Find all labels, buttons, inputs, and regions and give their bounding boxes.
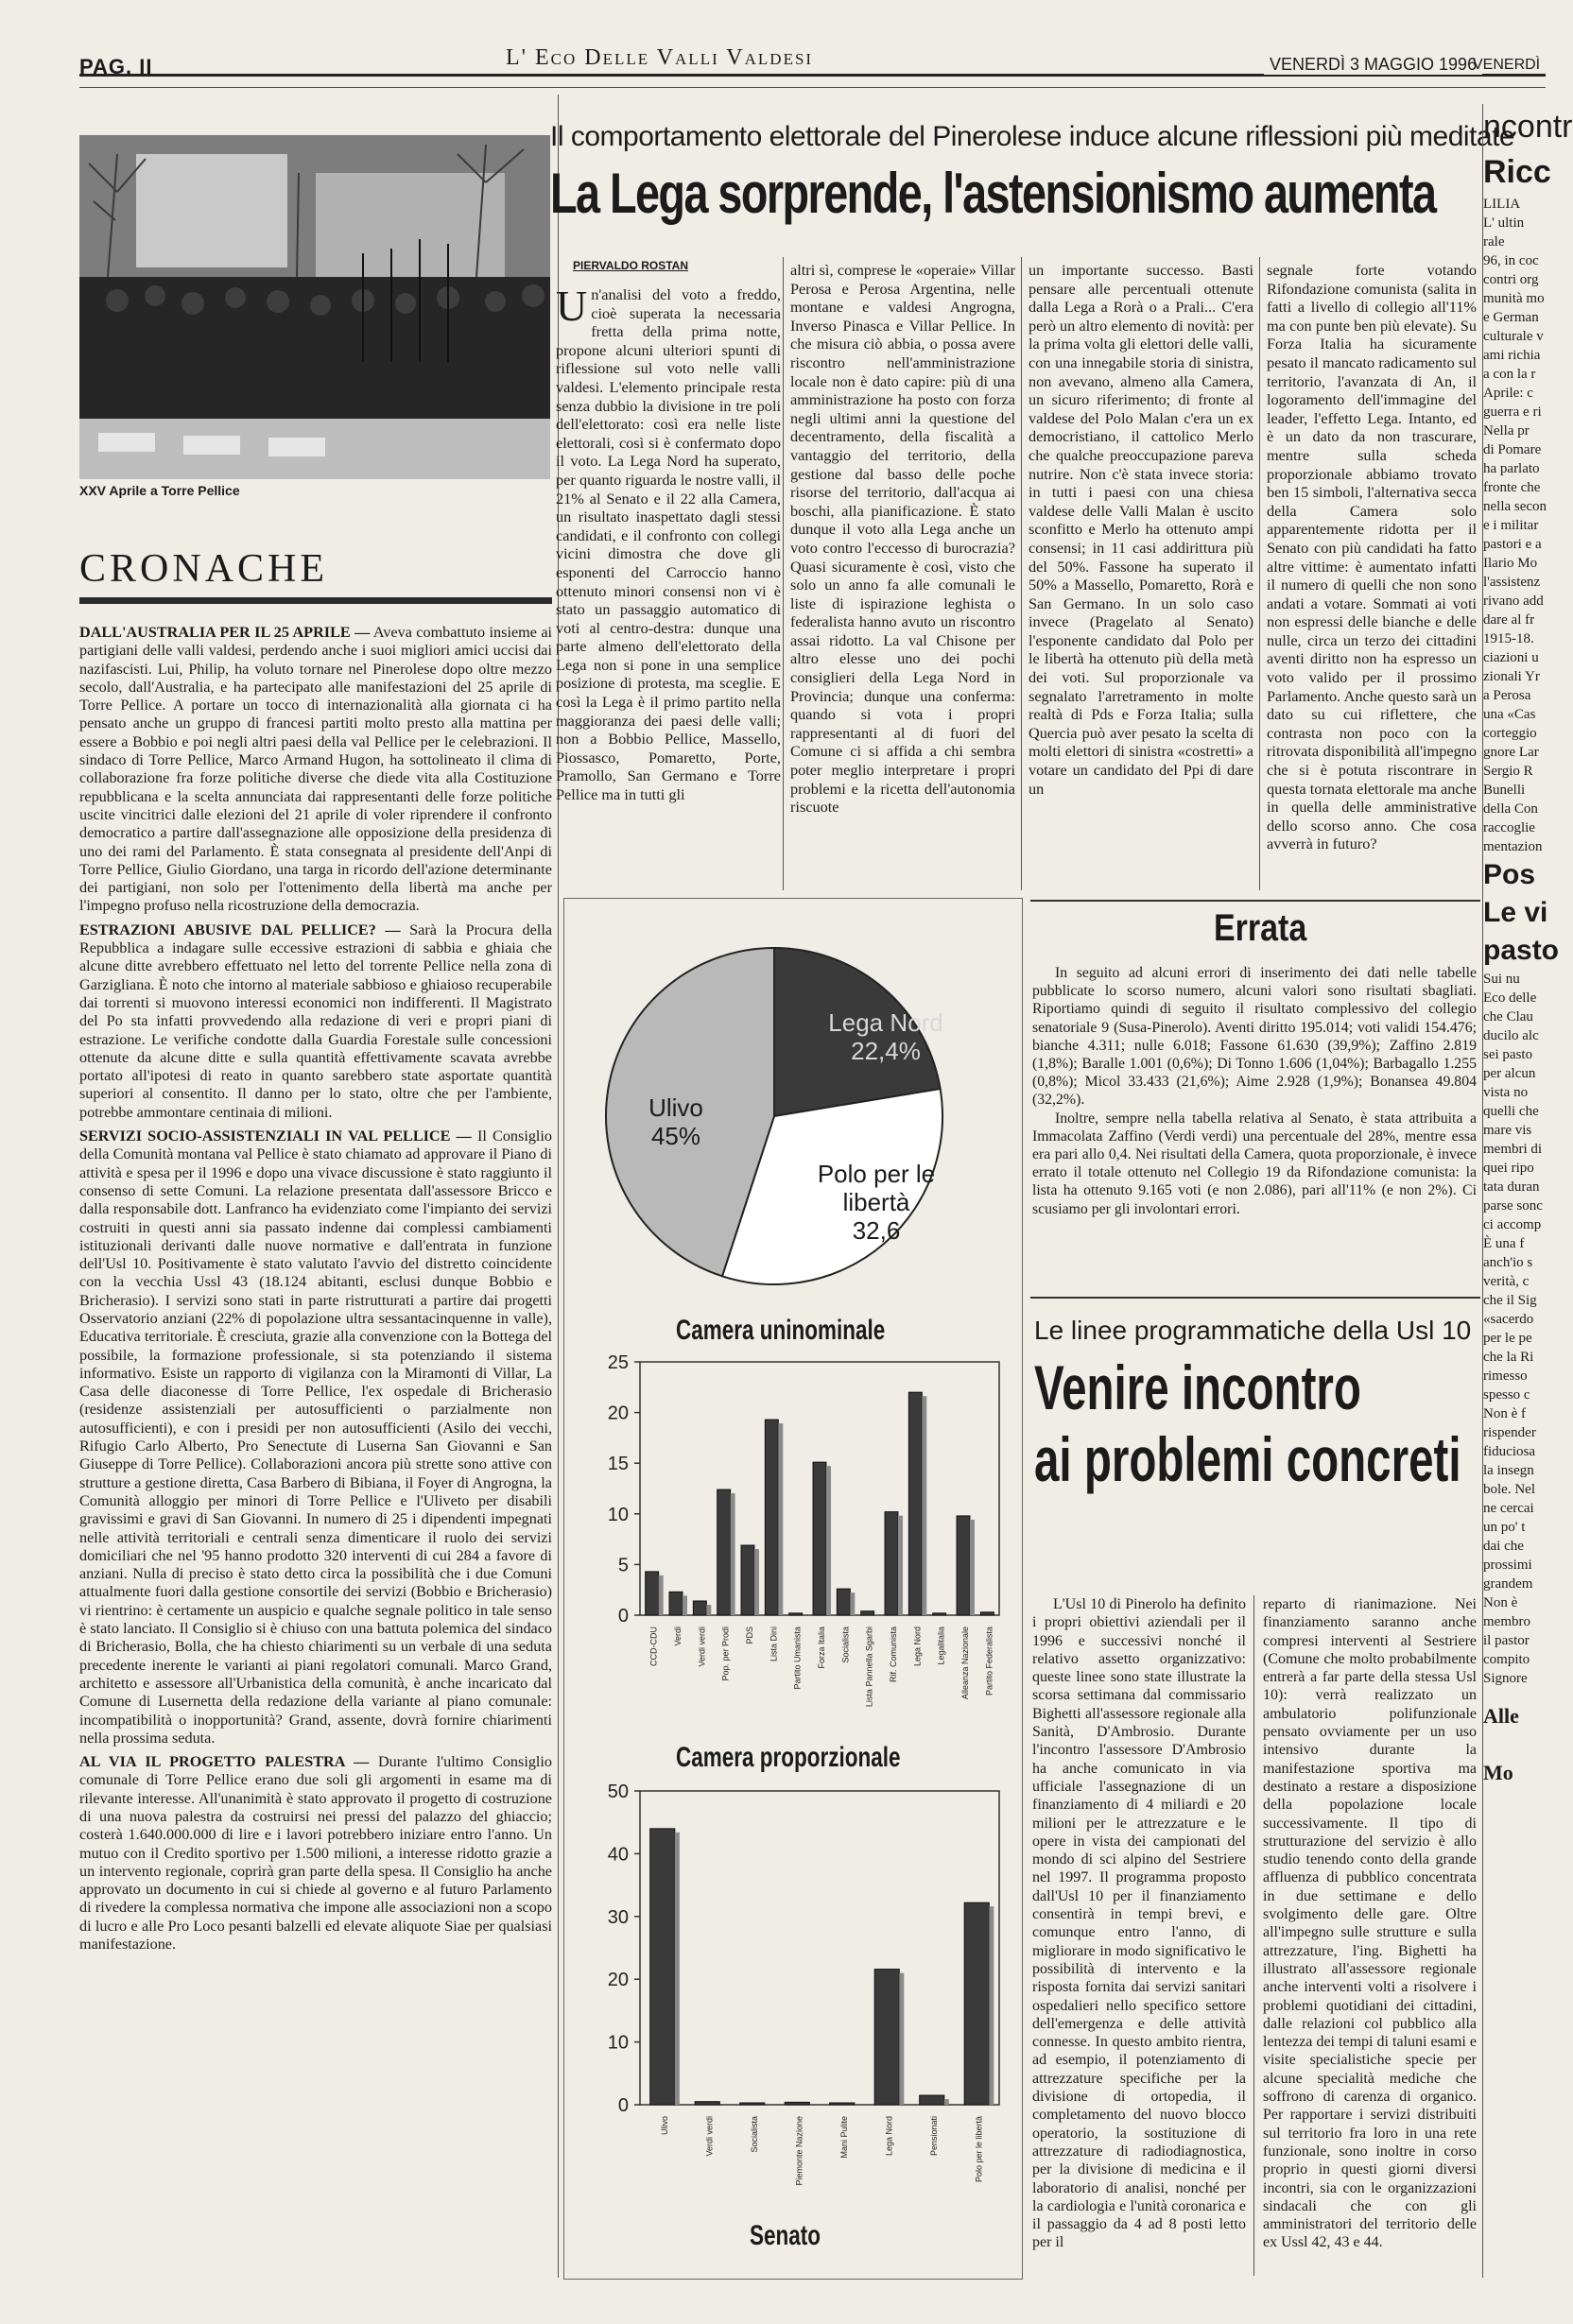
chart-title-senato: Senato [750, 2220, 821, 2251]
bar [920, 2095, 944, 2105]
edge-line: È una f [1483, 1236, 1525, 1251]
x-category-label: Lista Dini [769, 1627, 779, 1662]
edge-line: parse sonc [1483, 1198, 1543, 1214]
edge-line: quelli che [1483, 1104, 1539, 1119]
usl-headline-line1: Venire incontro [1034, 1352, 1361, 1422]
edge-line: zionali Yr [1483, 669, 1540, 684]
edge-line: quei ripo [1483, 1161, 1534, 1176]
bar-shadow [826, 1466, 831, 1615]
y-tick-label: 20 [607, 1970, 629, 1991]
x-category-label: Pop. per Prodi [720, 1627, 731, 1681]
edge-line: Le vi [1483, 897, 1548, 928]
article-dropcap: U [556, 282, 588, 330]
bar-shadow [731, 1493, 735, 1615]
edge-line: Eco delle [1483, 990, 1537, 1006]
x-category-label: Pensionati [928, 2116, 939, 2157]
edge-line: dai che [1483, 1539, 1524, 1554]
errata-paragraph: In seguito ad alcuni errori di inserimento dei dati nelle tabelle pubblicate lo scorso numero, alcuni valori sono risultati sbagliati. Riportiamo quindi di seguito il risultato complessivo del collegio senatoriale 9 (Susa-Pinerolo). Aventi diritto 195.014; voti validi 154.476; bianche 4.311; nulle 6.018; Fassone 61.630 (39,9%); Zaffino 2.819 (1,8%); Baralle 1.001 (0,6%); Di Tonno 1.606 (1,04%); Barbagallo 1.255 (0,8%); Micol 33.433 (21,6%); Aime 2.928 (1,9%); Bonansea 49.804 (32,2%). [1032, 965, 1477, 1109]
edge-line: Mo [1483, 1761, 1513, 1784]
cronache-column [79, 624, 552, 1954]
edge-line: corteggio [1483, 726, 1537, 741]
x-category-label: Piemonte Nazione [794, 2116, 804, 2186]
column-divider [1259, 257, 1260, 890]
edge-line: per alcun [1483, 1066, 1536, 1081]
pie-slice-value: 32,6 [852, 1216, 901, 1245]
edge-line: Pos [1483, 859, 1536, 890]
edge-line: ciazioni u [1483, 650, 1539, 665]
cronache-item-text: Sarà la Procura della Repubblica a indagare sulle eccessive estrazioni di sabbia e ghiaia che alcune ditte avrebbero effettuato nel letto del torrente Pellice nella zona di Garzigliana. È noto che intorno al materiale sabbioso e ghiaioso recuperabile dai torrenti si muovono interessi economici non indifferenti. Il Magistrato del Po sta infatti provvedendo alla redazione di veri e propri piani di estrazione. Le verifiche condotte dalla Guardia Forestale sulle concessioni ottenute da alcune ditte e sulla quantità effettivamente scavata avrebbe portato all'ipotesi di reato in quanto sarebbero state asportate quantità superiori al consentito. Il danno per lo stato, oltre che per l'ambiente, potrebbe ammontare centinaia di milioni. [79, 921, 553, 1121]
article-text: n'analisi del voto a freddo, cioè superata la necessaria fretta della prima notte, propone alcuni ulteriori spunti di riflessione sul voto nelle valli valdesi. L'elemento principale resta senza dubbio la divisione in tre poli dell'elettorato: così era nelle liste elettorali, così si è confermato dopo il voto. La Lega Nord ha superato, per quanto riguarda le nostre valli, il 21% al Senato e il 22 alla Camera, un risultato inaspettato dagli stessi candidati, e il confronto con collegi vicini dimostra che dove gli esponenti del Carroccio hanno ottenuto minori consensi non vi è stato un passaggio automatico di voti al centro-destra: dunque una parte almeno dell'elettorato della Lega non si pone in una semplice posizione di protesta, ma sceglie. E così la Lega è il primo partito nella maggioranza dei paesi delle valli; non a Bobbio Pellice, Massello, Piossasco, Pomaretto, Porte, Pramollo, San Germano e Torre Pellice ma in tutti gli [556, 285, 781, 804]
edge-line: contri org [1483, 272, 1539, 287]
pie-slice-label: libertà [842, 1188, 910, 1216]
edge-line: il pastor [1483, 1633, 1530, 1648]
edge-line: LILIA [1483, 197, 1521, 212]
edge-line: mentazion [1483, 839, 1543, 854]
photo-crowd-illustration [79, 135, 550, 479]
edge-date: VENERDÌ [1473, 57, 1541, 73]
cronache-item-text: Il Consiglio della Comunità montana val Pellice è stato chiamato ad approvare il Piano di attività e spesa per il 1996 e dopo una vivace discussione è stato raggiunto il consenso di sette Comuni. La relazione presentata dall'assessore Bricco e dalla responsabile dott. Lanfranco ha evidenziato come l'impianto dei servizi costruiti in questi anni sia passato indenne dai complessi cambiamenti istituzionali derivanti dalle nuove normative e dall'entrata in funzione dell'Usl 10. Positivamente è stato valutato l'avvio del distretto coincidente con la vecchia Ussl 43 (18.124 abitanti, esclusi dunque Bobbio e Bricherasio). I servizi sono stati in parte ristrutturati a partire dai progetti Osservatorio anziani (22% di popolazione ultra sessantacinquenne in valle), Educativa territoriale. È cresciuta, grazie alla convenzione con la Bottega del possibile, la formazione professionale, si sta potenziando il sistema informativo. Esiste un rapporto di vigilanza con la Miramonti di Villar, La Casa delle diaconesse di Torre Pellice, l'ex ospedale di Bricherasio (residenze assistenziali per autosufficienti o parzialmente non autosufficienti), e con i presidi per non autosufficienti (Asilo dei vecchi, Rifugio Carlo Alberto, Pro Senectute di Luserna San Giovanni e San Giuseppe di Torre Pellice). Collaborazioni ancora più strette sono attive con strutture a gestione diretta, Casa Barbero di Bibiana, il Foyer di Angrogna, la Comunità alloggio per minori di Torre Pellice e l'Uliveto per disabili gravissimi e gravi di San Giovanni. In numero di 25 i dipendenti impegnati nelle attività territoriali e centrali senza dimenticare il ruolo dei servizi domiciliari che nel '95 hanno prodotto 320 interventi di cui 284 a favore di anziani. Nulla di preciso è stato detto circa la possibilità che i due Comuni attualmente fuori dalla gestione consortile dei servizi (Bobbio e Bricherasio) vi rientrino: è certamente un auspicio e qualche segnale politico in tale senso è stato lanciato. Il Consiglio si è chiuso con una battuta polemica del sindaco di Bricherasio, Bolla, che ha chiesto chiarimenti su un verbale di una seduta precedente inerente le varianti ai piani regolatori comunali. Marco Grand, architetto e assessore all'Urbanistica della comunità, è anche incaricato dal Comune di Lusernetta della redazione della variante al piano comunale: incompatibilità o inopportunità? Grand, assente, dovrà fornire chiarimenti nella prossima seduta. [79, 1128, 552, 1747]
bar-shadow [922, 1396, 926, 1615]
bar [765, 1420, 778, 1615]
edge-line: culturale v [1483, 329, 1544, 344]
edge-line: 96, in coc [1483, 253, 1539, 268]
edge-line: la insegn [1483, 1463, 1534, 1478]
column-divider [1253, 1595, 1254, 2276]
y-tick-label: 50 [607, 1782, 629, 1802]
edge-line: compito [1483, 1652, 1530, 1667]
chart-title-camera-uninominale: Camera uninominale [676, 1315, 886, 1346]
photo-xxv-aprile [79, 135, 550, 479]
y-tick-label: 10 [607, 1504, 629, 1525]
edge-line: Ricc [1483, 154, 1551, 190]
cronache-item [79, 624, 552, 916]
edge-line: ducilo alc [1483, 1028, 1539, 1043]
x-category-label: Lista Pannella Sgarbi [864, 1627, 874, 1708]
edge-line: sei pasto [1483, 1047, 1533, 1062]
pie-chart [564, 899, 1022, 1305]
bar [964, 1902, 989, 2105]
errata-rule-bottom [1030, 1297, 1480, 1299]
bar-shadow [970, 1520, 975, 1615]
edge-line: verità, c [1483, 1274, 1530, 1289]
edge-line: gnore Lar [1483, 745, 1539, 760]
bar [874, 1970, 899, 2105]
cronache-item-lead: AL VIA IL PROGETTO PALESTRA — [79, 1753, 370, 1771]
edge-line: bole. Nel [1483, 1482, 1535, 1497]
edge-line: a con la r [1483, 367, 1536, 382]
edge-line: membri di [1483, 1142, 1543, 1157]
pie-slice-label: Lega Nord [828, 1008, 943, 1037]
y-tick-label: 0 [617, 2095, 629, 2116]
edge-line: membro [1483, 1614, 1530, 1629]
bar [861, 1611, 874, 1615]
bar [980, 1612, 994, 1615]
bar [885, 1512, 898, 1615]
x-category-label: PDS [745, 1627, 754, 1644]
edge-line: Bunelli [1483, 783, 1526, 798]
bar [957, 1516, 970, 1615]
x-category-label: Verdi verdi [704, 2116, 715, 2157]
x-category-label: Socialista [749, 2116, 759, 2153]
x-category-label: Polo per le libertà [974, 2116, 984, 2183]
x-category-label: Alleanza Nazionale [960, 1627, 970, 1700]
edge-line: a Perosa [1483, 688, 1531, 703]
column-divider [1021, 257, 1022, 890]
bar [646, 1572, 659, 1615]
edge-line: mare vis [1483, 1123, 1532, 1138]
bar [741, 1545, 754, 1615]
article-text: un importante successo. Basti pensare alle percentuali ottenute dalla Lega a Rorà o a Prali... C'era però un altro elemento di novità: per la prima volta gli elettori delle valli, con una innegabile storia di sinistra, non avevano, almeno alla Camera, un sicuro riferimento; di fronte al valdese del Polo Malan c'era un ex democristiano, il cattolico Merlo che qualche preoccupazione pareva nutrire. Non c'è stata invece storia: in tutti i paesi con una chiesa valdese delle Valli Malan è uscito sconfitto e Merlo ha ottenuto ampi consensi; in 11 casi addirittura più del 50%. Fassone ha superato il 50% a Massello, Pomaretto, Rorà e San Germano. In un solo caso invece (Pragelato al Senato) l'esponente candidato dal Polo per le libertà ha ottenuto più della metà dei voti. Sul proporzionale va segnalato l'arretramento in molte realtà di Pds e Forza Italia; sulla Quercia può aver pesato la scelta di molti elettori di sinistra «costretti» a votare un candidato del Ppi di dare un [1028, 261, 1253, 798]
edge-line: «sacerdo [1483, 1312, 1534, 1327]
edge-line: ne cercai [1483, 1501, 1534, 1516]
edge-line: Alle [1483, 1704, 1519, 1728]
cronache-item-lead: SERVIZI SOCIO-ASSISTENZIALI IN VAL PELLICE — [79, 1128, 472, 1145]
article-column-4 [1267, 261, 1477, 890]
bar [908, 1392, 922, 1615]
usl-column-1 [1032, 1595, 1246, 2276]
edge-line: Sui nu [1483, 972, 1520, 987]
bar [695, 2102, 719, 2105]
x-category-label: Verdi verdi [697, 1627, 707, 1667]
x-category-label: Lega Nord [912, 1627, 923, 1667]
article-headline: La Lega sorprende, l'astensionismo aumenta [550, 162, 1436, 225]
edge-line: rimesso [1483, 1369, 1528, 1384]
edge-line: guerra e ri [1483, 405, 1542, 420]
edge-line: un po' t [1483, 1520, 1526, 1535]
x-category-label: Ulivo [659, 2116, 669, 2136]
errata-paragraph: Inoltre, sempre nella tabella relativa al Senato, è stata attribuita a Immacolata Zaffino (Verdi verdi) una percentuale del 28%, mentre essa era pari allo 0,4. Nei risultati della Camera, quota proporzionale, è invece errato il totale ottenuto nel Collegio 19 da Rifondazione comunista: la lista ha ottenuto 9.165 voti (e non 2.086), pari all'11% (e non 2%). Ci scusiamo per gli involontari errori. [1032, 1110, 1477, 1217]
edge-line: ami richia [1483, 348, 1541, 363]
pie-slice-value: 45% [650, 1122, 701, 1150]
bar [669, 1592, 683, 1615]
bar [650, 1829, 675, 2105]
article-text: segnale forte votando Rifondazione comunista (salita in fatti a livello di collegio all'11% ma con punte ben più elevate). Su Forza Italia ha sicuramente pesato il mancato radicamento sul territorio, l'avanzata di An, il logoramento dell'immagine del leader, l'effetto Lega. Intanto, ed è un dato da non trascurare, mentre sulla scheda proporzionale abbiamo trovato ben 15 simboli, l'alternativa secca della Camera solo apparentemente ridotta per il Senato con più candidati ha fatto altre vittime: è aumentato infatti il numero di quelli che non sono andati a votare. Sommati ai voti non espressi delle bianche e delle nulle, circa un terzo dei cittadini aventi diritto non ha espresso un voto valido per il prossimo Parlamento. Anche questo sarà un dato su cui riflettere, che contrasta non poco con la ritrovata disponibilità all'impegno che si è potuta riscontrare in questa tornata elettorale ma anche in quella delle amministrative dello scorso anno. Che cosa avverrà in futuro? [1267, 261, 1477, 853]
x-category-label: Partito Umanista [792, 1627, 803, 1690]
bar-shadow [778, 1423, 783, 1615]
edge-line: Signore [1483, 1671, 1528, 1686]
bar-shadow [706, 1605, 711, 1615]
bar-shadow [683, 1595, 687, 1615]
cronache-item-text: Aveva combattuto insieme ai partigiani delle valli valdesi, perdendo anche i suoi migliori amici uccisi dai nazifascisti. Lui, Philip, ha voluto tornare nel Pinerolese dopo oltre mezzo secolo, dall'Australia, e ha partecipato alle manifestazioni del 25 aprile di Torre Pellice. A portare un tocco di internazionalità alla giornata ci ha pensato anche un gruppo di francesi partiti molto presto alla mattina per essere a Bobbio e poi negli altri paesi della val Pellice per le celebrazioni. Il sindaco di Torre Pellice, Marco Armand Hugon, ha sottolineato il clima di collaborazione fra forze politiche diverse che diede vita alla Costituzione repubblicana e la scelta annunciata dai rappresentanti delle forze politiche uscite vincitrici dalle elezioni del 21 aprile di voler riprendere il confronto democratico a partire dall'assegnazione alle opposizione della presidenza di uno dei rami del Parlamento. È stata consegnata al presidente dell'Anpi di Torre Pellice, Giulio Giordano, una targa in ricordo dell'azione determinante dei partigiani, non solo per l'ottenimento della libertà ma anche per l'impegno profuso nella ricostruzione della democrazia. [79, 624, 553, 915]
pie-slice-label: Polo per le [817, 1160, 936, 1188]
cronache-item-lead: DALL'AUSTRALIA PER IL 25 APRILE — [79, 624, 371, 641]
edge-line: rispender [1483, 1425, 1536, 1440]
edge-line: pasto [1483, 935, 1560, 966]
edge-line: di Pomare [1483, 442, 1542, 457]
charts-box [563, 898, 1023, 2280]
y-tick-label: 15 [607, 1454, 629, 1475]
article-byline: PIERVALDO ROSTAN [573, 259, 689, 272]
plot-frame [640, 1791, 999, 2105]
header-rule-thin [79, 87, 1546, 88]
bar-chart-camera-uninominale [564, 1352, 1022, 1730]
bar-shadow [675, 1833, 680, 2105]
edge-line: prossimi [1483, 1558, 1532, 1573]
bar [789, 1613, 803, 1615]
edge-line: ha parlato [1483, 461, 1540, 476]
edge-line: ci accomp [1483, 1217, 1542, 1232]
edge-line: e i militar [1483, 518, 1539, 533]
cronache-item-lead: ESTRAZIONI ABUSIVE DAL PELLICE? — [79, 921, 401, 938]
bar [693, 1601, 706, 1615]
bar-shadow [944, 2099, 949, 2105]
y-tick-label: 0 [617, 1606, 629, 1627]
x-category-label: CCD-CDU [648, 1627, 659, 1666]
bar-shadow [850, 1592, 855, 1615]
masthead: L' Eco Delle Valli Valdesi [496, 45, 822, 71]
edge-line: Non è [1483, 1595, 1518, 1610]
usl-column-2 [1263, 1595, 1477, 2276]
x-category-label: Mani Pulite [838, 2116, 849, 2159]
photo-caption: XXV Aprile a Torre Pellice [79, 483, 240, 498]
edge-line: della Con [1483, 801, 1538, 817]
edge-column [1482, 104, 1573, 2278]
errata-rule [1030, 900, 1480, 902]
bar-shadow [989, 1906, 994, 2105]
edge-line: munità mo [1483, 291, 1545, 306]
usl-text: reparto di rianimazione. Nei finanziamento saranno anche compresi interventi al Sestriere (Comune che molto probabilmente entrerà a far parte della stessa Usl 10): verrà realizzato un ambulatorio polifunzionale pensato ovviamente per un uso intensivo durante la manifestazione sportiva ma destinato a restare a disposizione della popolazione locale successivamente. Il tipo di strutturazione del servizio è allo studio tenendo conto della grande affluenza di pubblico concentrata in due settimane e dello svolgimento delle gare. Oltre all'impegno sulle strutture e sulla attrezzature, l'ing. Bighetti ha illustrato all'assessore regionale anche interventi volti a risolvere i problemi quotidiani dei cittadini, dalle relazioni col pubblico alla lentezza dei tempi di taluni esami e visite specialistiche specie per alcune specialità mediche che soffrono di carenza di organico. Per rapportare i servizi distribuiti sul territorio fra loro in una rete funzionale, sono inoltre in corso proprio in questi giorni diversi incontri, sia con le organizzazioni sindacali che con gli amministratori del territorio delle ex Ussl 42, 43 e 44. [1263, 1596, 1477, 2251]
edge-line: Sergio R [1483, 764, 1533, 779]
edge-line: l'assistenz [1483, 575, 1541, 590]
bar-shadow [754, 1549, 759, 1615]
errata-body [1032, 964, 1477, 1218]
y-tick-label: 25 [607, 1352, 629, 1373]
column-divider [783, 257, 784, 890]
x-category-label: Verdi [673, 1627, 683, 1646]
edge-line: per le pe [1483, 1331, 1532, 1346]
chart-title-camera-proporzionale: Camera proporzionale [676, 1742, 901, 1773]
cronache-item [79, 1753, 552, 1954]
edge-line: che il Sig [1483, 1293, 1537, 1308]
y-tick-label: 10 [607, 2032, 629, 2054]
article-column-2 [790, 261, 1015, 890]
x-category-label: Lega Nord [884, 2116, 894, 2157]
article-kicker: Il comportamento elettorale del Pinerolese induce alcune riflessioni più meditate [550, 121, 1515, 152]
y-tick-label: 5 [617, 1555, 629, 1576]
edge-line: dare al fr [1483, 612, 1535, 628]
x-category-label: Forza Italia [817, 1627, 826, 1669]
usl-text: L'Usl 10 di Pinerolo ha definito i propri obiettivi aziendali per il 1996 e successivi nonché il relativo assetto organizzativo: queste linee sono state illustrate la scorsa settimana dal commissario Bighetti all'assessore regionale alla Sanità, D'Ambrosio. Durante l'incontro l'assessore D'Ambrosio ha anche comunicato in via ufficiale l'assegnazione di un finanziamento di 4 miliardi e 20 milioni per le attrezzature e le opere in vista dei campionati del mondo di sci alpino del Sestriere nel 1997. Il programma proposto dall'Usl 10 per il finanziamento consentirà in tempi brevi, e comunque entro l'anno, di migliorare in modo significativo le possibilità di intervento e la risposta fornita dai servizi sanitari ospedalieri nello specifico settore dell'emergenza e delle attività connesse. In questo ambito rientra, ad esempio, il potenziamento di attrezzature specifiche per la divisione di ortopedia, il completamento del nuovo blocco operatorio, la sostituzione di attrezzature di radiodiagnostica, per la divisione di medicina e il laboratorio di analisi, nonché per la cardiologia e l'unità coronarica e il passaggio da 4 ad 8 posti letto per il [1032, 1596, 1246, 2251]
y-tick-label: 30 [607, 1906, 629, 1928]
edge-line: tata duran [1483, 1179, 1540, 1195]
bar-shadow [659, 1575, 664, 1615]
edge-line: grandem [1483, 1576, 1533, 1592]
bar [813, 1462, 826, 1615]
bar [933, 1613, 946, 1615]
edge-line: rale [1483, 234, 1505, 250]
bar [717, 1489, 731, 1615]
y-tick-label: 40 [607, 1844, 629, 1866]
edge-line: ncontr [1483, 109, 1573, 145]
x-category-label: Socialista [840, 1627, 851, 1663]
article-column-3 [1028, 261, 1253, 890]
edge-line: raccoglie [1483, 820, 1535, 835]
cronache-item [79, 921, 552, 1122]
section-rule [79, 597, 552, 604]
edge-line: vista no [1483, 1085, 1529, 1100]
bar [837, 1589, 850, 1615]
usl-headline-line2: ai problemi concreti [1034, 1424, 1461, 1494]
cronache-item-text: Durante l'ultimo Consiglio comunale di Torre Pellice erano due soli gli argomenti in esame ma di rilevante interesse. All'unanimità è stato approvato il progetto di costruzione di una nuova palestra da costruirsi nei pressi del palazzo del ghiaccio; costerà 1.640.000.000 di lire e i lavori potrebbero iniziare entro l'anno. Un mutuo con il Credito sportivo per 1.500 milioni, a interesse ridotto grazie a un intervento regionale, coprirà gran parte della spesa. Il Consiglio ha anche approvato un documento in cui si chiede al governo e al futuro Parlamento di rivedere la complessa normativa che impone alle associazioni non a scopo di lucro e alle Pro Loco pesanti balzelli ed elevate aliquote Siae per qualsiasi manifestazione. [79, 1753, 553, 1954]
x-category-label: Partito Federalista [984, 1627, 994, 1696]
issue-date: VENERDÌ 3 MAGGIO 1996 [1264, 55, 1482, 75]
pie-slice-value: 22,4% [851, 1037, 921, 1065]
y-tick-label: 20 [607, 1403, 629, 1424]
edge-line: che Clau [1483, 1009, 1533, 1024]
bar [830, 2103, 855, 2105]
page-number: PAG. II [79, 55, 153, 78]
edge-line: pastori e a [1483, 537, 1542, 552]
section-title-cronache: CRONACHE [79, 547, 329, 591]
edge-line: Ilario Mo [1483, 556, 1538, 571]
edge-line: L' ultin [1483, 215, 1525, 231]
x-category-label: Rif. Comunista [889, 1627, 898, 1683]
edge-line: spesso c [1483, 1387, 1530, 1403]
article-column-1 [556, 282, 781, 890]
edge-line: Aprile: c [1483, 386, 1533, 401]
errata-title: Errata [1214, 907, 1307, 949]
x-category-label: Legalitalia [936, 1627, 946, 1665]
edge-line: Non è f [1483, 1406, 1526, 1421]
article-text: altri sì, comprese le «operaie» Villar Perosa e Perosa Argentina, nelle montane e valdesi Angrogna, Inverso Pinasca e Villar Pellice. In che misura ciò abbia, o possa avere riscontro nell'amministrazione locale non è dato capire: più di una amministrazione ha posto con forza negli ultimi anni la questione del decentramento, della fiscalità a vantaggio del territorio, della gestione dal basso delle poche risorse del territorio, dall'acqua ai boschi, alla pianificazione. È stato dunque il voto alla Lega anche un voto contro l'eccesso di burocrazia? Quasi sicuramente è così, visto che solo un anno fa alle comunali le liste di ispirazione leghista o federalista hanno avuto un riscontro assai ridotto. La val Chisone per altro elesse uno dei pochi consiglieri della Lega Nord in Provincia; dunque una conferma: quando si vota i propri rappresentanti al di fuori del Comune ci si affida a chi sembra poter meglio interpretare i propri problemi e la ricetta dell'autonomia riscuote [790, 261, 1015, 817]
edge-line: che la Ri [1483, 1350, 1534, 1365]
edge-line: Nella pr [1483, 423, 1530, 439]
edge-line: anch'io s [1483, 1255, 1533, 1270]
edge-line: e German [1483, 310, 1539, 325]
edge-line: rivano add [1483, 594, 1544, 609]
edge-line: fiduciosa [1483, 1444, 1535, 1459]
bar-shadow [899, 1973, 904, 2105]
bar [740, 2103, 765, 2105]
edge-line: una «Cas [1483, 707, 1536, 722]
pie-slice-label: Ulivo [648, 1093, 703, 1122]
usl-kicker: Le linee programmatiche della Usl 10 [1034, 1316, 1472, 1345]
bar [785, 2102, 809, 2105]
cronache-item [79, 1128, 552, 1747]
bar-chart-senato [564, 1780, 1022, 2214]
edge-line: 1915-18. [1483, 631, 1534, 646]
edge-line: nella secon [1483, 499, 1547, 514]
bar-shadow [898, 1516, 903, 1615]
edge-line: fronte che [1483, 480, 1541, 495]
